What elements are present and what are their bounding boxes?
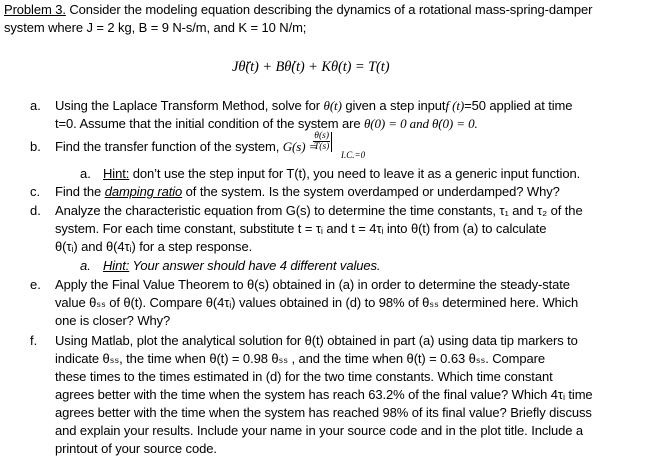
item-f-marker: f. (30, 333, 38, 348)
item-c-text: of the system. Is the system overdamped or underdamped? Why? (182, 184, 560, 199)
item-c-text: Find the (55, 184, 105, 199)
item-d-marker: d. (30, 203, 41, 218)
item-a-line-1 (55, 98, 572, 114)
item-a-line-2 (55, 116, 478, 132)
item-f-line-4: agrees better with the time when the system has reach 63.2% of the final value? Which 4τᵢ time (55, 387, 593, 402)
hint-text: Your answer should have 4 different values. (129, 258, 381, 273)
item-a-text: t=0. Assume that the initial condition of the system are (55, 116, 364, 131)
item-a-text: =50 applied at time (464, 98, 573, 113)
fraction (313, 131, 330, 152)
item-e-line-2: value θₛₛ of θ(t). Compare θ(4τᵢ) values obtained in (d) to 98% of θₛₛ determined here. Which (55, 295, 579, 310)
item-b-text: Find the transfer function of the system, (55, 139, 283, 154)
damping-ratio-term: damping ratio (104, 184, 183, 199)
item-f-line-3: these times to the times estimated in (d) for the two time constants. Which time constant (55, 369, 553, 384)
item-e-line-3: one is closer? Why? (55, 313, 171, 328)
item-d-line-1: Analyze the characteristic equation from G(s) to determine the time constants, τ₁ and τ₂ of the (55, 203, 583, 218)
item-c-marker: c. (30, 184, 41, 199)
item-c-line-1 (55, 184, 560, 200)
transfer-function-fraction (313, 131, 332, 152)
item-b-marker: b. (30, 139, 41, 154)
modeling-equation: Jθ̈(t) + Bθ̇(t) + Kθ(t) = T(t) (232, 59, 390, 75)
item-e-line-1: Apply the Final Value Theorem to θ(s) obtained in (a) in order to determine the steady-state (55, 277, 570, 292)
theta-of-t: θ(t) (323, 98, 342, 113)
item-b-hint (103, 166, 580, 182)
step-input-f: f (t) (445, 98, 465, 113)
hint-text: don’t use the step input for T(t), you need to leave it as a generic input function. (129, 166, 581, 181)
fraction-denominator: T(s) (314, 142, 330, 152)
item-f-line-7: printout of your source code. (55, 441, 217, 456)
item-a-text: given a step input (341, 98, 446, 113)
item-d-line-2: system. For each time constant, substitute t = τᵢ and t = 4τᵢ into θ(t) from (a) to calculate (55, 221, 547, 236)
item-a-marker: a. (30, 98, 41, 113)
hint-label: Hint: (103, 258, 130, 273)
initial-condition-subscript: I.C.=0 (341, 150, 366, 160)
item-b-sub-marker: a. (80, 166, 91, 181)
item-b-line-1 (55, 139, 317, 155)
problem-label: Problem 3. (4, 2, 66, 17)
item-f-line-2: indicate θₛₛ, the time when θ(t) = 0.98 θₛₛ , and the time when θ(t) = 0.63 θₛₛ. Compare (55, 351, 546, 366)
system-parameters: system where J = 2 kg, B = 9 N-s/m, and K = 10 N/m; (4, 20, 307, 35)
item-a-text: Using the Laplace Transform Method, solve for (55, 98, 324, 113)
initial-conditions: θ(0) = 0 and θ̇(0) = 0. (364, 116, 478, 131)
hint-label: Hint: (103, 166, 130, 181)
evaluation-bar (331, 132, 332, 152)
item-f-line-1: Using Matlab, plot the analytical solution for θ(t) obtained in part (a) using data tip markers to (55, 333, 578, 348)
item-e-marker: e. (30, 277, 41, 292)
item-f-line-5: agrees better with the time when the system has reached 98% of its final value? Briefly discuss (55, 405, 592, 420)
item-d-hint (103, 258, 380, 274)
transfer-function-label: G(s) = (282, 139, 318, 154)
item-d-sub-marker: a. (80, 258, 91, 273)
intro-text: Consider the modeling equation describing the dynamics of a rotational mass-spring-damper (65, 2, 593, 17)
problem-intro (4, 2, 592, 18)
item-d-line-3: θ(τᵢ) and θ(4τᵢ) for a step response. (55, 239, 253, 254)
fraction-numerator: θ(s) (314, 131, 329, 141)
item-f-line-6: and explain your results. Include your name in your source code and in the plot title. Include a (55, 423, 584, 438)
